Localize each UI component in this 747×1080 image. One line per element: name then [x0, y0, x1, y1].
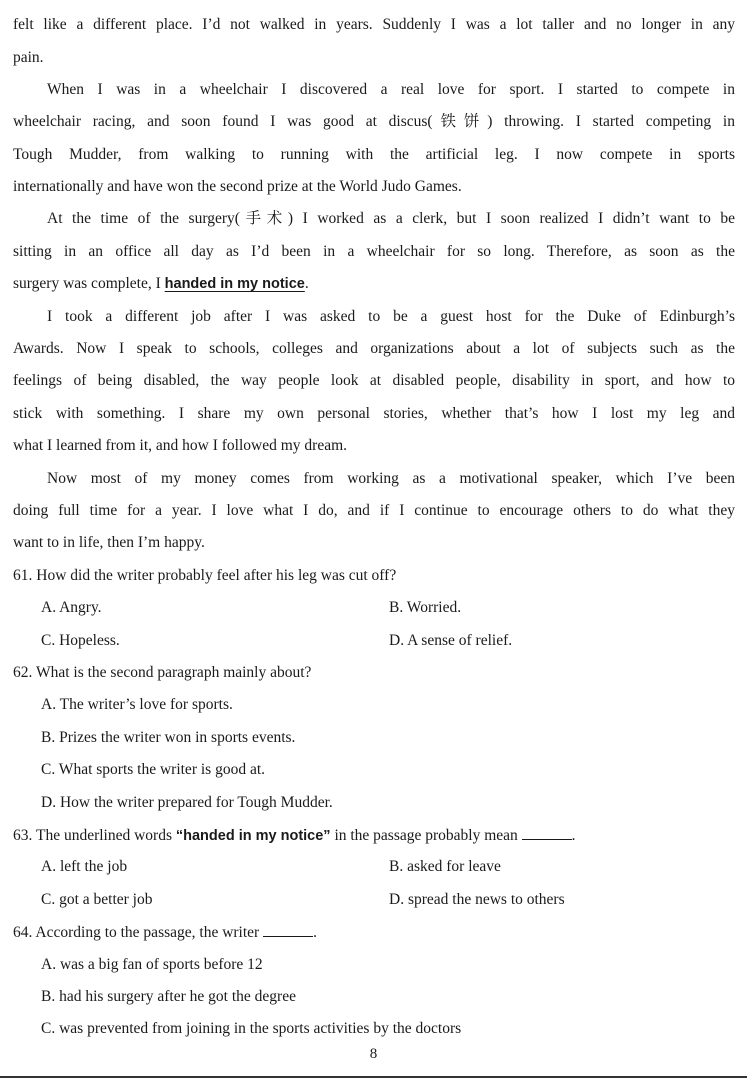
question-64-period: .	[313, 924, 317, 941]
question-63-option-d: D. spread the news to others	[389, 891, 565, 908]
question-61-option-b: B. Worried.	[389, 599, 462, 616]
question-61-option-d: D. A sense of relief.	[389, 632, 513, 649]
answer-blank	[522, 825, 572, 840]
passage-line: pain.	[13, 49, 44, 66]
paragraph-3-text: surgery was complete, I	[13, 275, 165, 292]
question-62-option-c: C. What sports the writer is good at.	[41, 761, 266, 778]
question-61-option-c: C. Hopeless.	[41, 632, 120, 649]
question-63-option-b: B. asked for leave	[389, 858, 501, 875]
paragraph-4-line: I took a different job after I was asked to be a guest host for the Duke of Edinburgh’s	[47, 308, 735, 325]
question-64-option-c: C. was prevented from joining in the sports activities by the doctors	[41, 1020, 462, 1037]
question-64-text: 64. According to the passage, the writer	[13, 924, 264, 941]
underlined-phrase: handed in my notice	[164, 276, 305, 292]
paragraph-2-line: When I was in a wheelchair I discovered a real love for sport. I started to compete in	[47, 81, 735, 98]
paragraph-5-line: Now most of my money comes from working as a motivational speaker, which I’ve been	[47, 470, 735, 487]
answer-blank	[263, 922, 313, 937]
question-62-stem: 62. What is the second paragraph mainly about?	[13, 664, 312, 681]
question-63-option-c: C. got a better job	[41, 891, 153, 908]
page-number: 8	[369, 1046, 378, 1062]
paragraph-4-line: stick with something. I share my own personal stories, whether that’s how I lost my leg and	[13, 405, 735, 422]
paragraph-5-line: want to in life, then I’m happy.	[13, 534, 205, 551]
question-64-option-b: B. had his surgery after he got the degree	[41, 988, 296, 1005]
quoted-phrase: “handed in my notice”	[175, 828, 331, 844]
paragraph-4-line: feelings of being disabled, the way people look at disabled people, disability in sport, and how to	[13, 372, 735, 389]
question-62-option-d: D. How the writer prepared for Tough Mudder.	[41, 794, 333, 811]
paragraph-3-period: .	[304, 275, 309, 292]
passage-line: felt like a different place. I’d not walked in years. Suddenly I was a lot taller and no longer in any	[13, 16, 735, 33]
question-62-option-a: A. The writer’s love for sports.	[41, 696, 233, 713]
question-64-stem	[13, 922, 735, 943]
question-62-option-b: B. Prizes the writer won in sports events.	[41, 729, 296, 746]
bottom-divider	[0, 1076, 747, 1078]
question-63-option-a: A. left the job	[41, 858, 128, 875]
paragraph-2-line: wheelchair racing, and soon found I was good at discus(铁饼) throwing. I started competing in	[13, 113, 735, 130]
question-63-text: in the passage probably mean	[330, 827, 522, 844]
paragraph-3-line: sitting in an office all day as I’d been in a wheelchair for so long. Therefore, as soon as the	[13, 243, 735, 260]
paragraph-2-line: internationally and have won the second prize at the World Judo Games.	[13, 178, 462, 195]
paragraph-5-line: doing full time for a year. I love what I do, and if I continue to encourage others to do what they	[13, 502, 735, 519]
paragraph-4-line: what I learned from it, and how I followed my dream.	[13, 437, 348, 454]
question-63-text: 63. The underlined words	[13, 827, 176, 844]
question-64-option-a: A. was a big fan of sports before 12	[41, 956, 263, 973]
paragraph-3-line	[13, 274, 735, 294]
paragraph-4-line: Awards. Now I speak to schools, colleges and organizations about a lot of subjects such as the	[13, 340, 735, 357]
question-63-stem	[13, 825, 735, 846]
question-63-period: .	[571, 827, 576, 844]
paragraph-2-line: Tough Mudder, from walking to running with the artificial leg. I now compete in sports	[13, 146, 735, 163]
question-61-option-a: A. Angry.	[41, 599, 102, 616]
paragraph-3-line: At the time of the surgery(手术) I worked as a clerk, but I soon realized I didn’t want to be	[47, 210, 735, 227]
question-61-stem: 61. How did the writer probably feel after his leg was cut off?	[13, 567, 397, 584]
